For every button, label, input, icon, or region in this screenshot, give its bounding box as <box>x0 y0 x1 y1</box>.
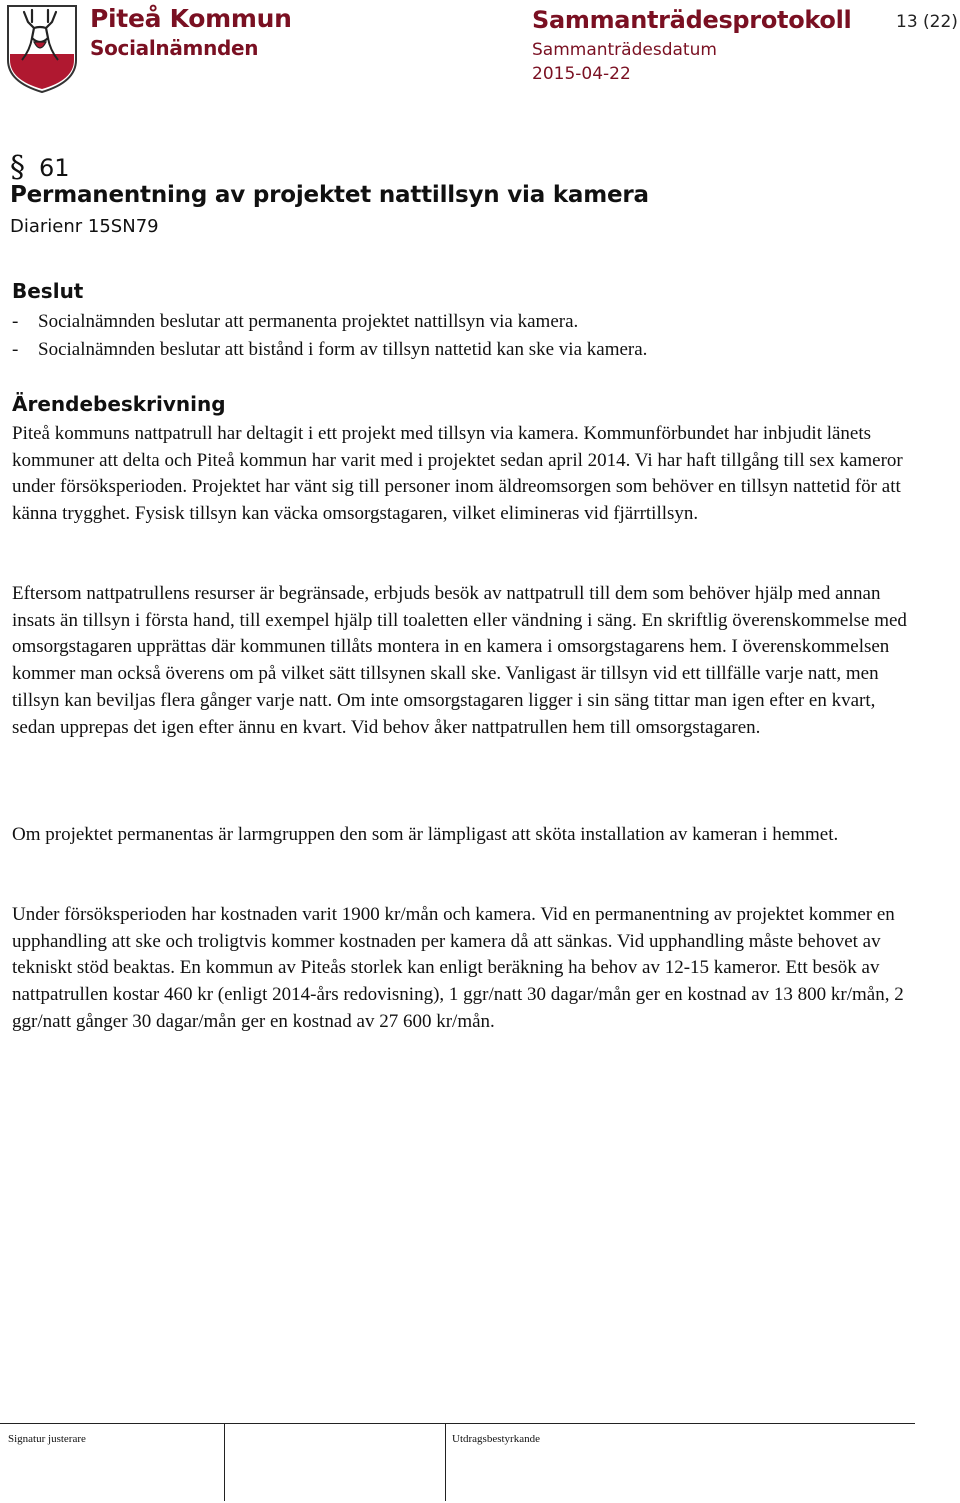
footer-divider <box>224 1424 225 1501</box>
footer-divider <box>445 1424 446 1501</box>
department-name: Socialnämnden <box>90 36 259 60</box>
page-number: 13 (22) <box>896 12 958 32</box>
description-paragraph: Om projektet permanentas är larmgruppen den som är lämpligast att sköta installation av kameran i hemmet. <box>12 824 839 845</box>
description-paragraph: Under försöksperioden har kostnaden varit 1900 kr/mån och kamera. Vid en permanentning av projektet kommer en upphandling att ske och troligtvis kommer kostnaden per kamera då att sänkas. Vid upphandling måste behovet av tekniskt stöd beaktas. En kommun av Piteås storlek kan enligt beräkning ha behov av 12-15 kameror. Ett besök av nattpatrullen kostar 460 kr (enligt 2014-års redovisning), 1 ggr/natt 30 dagar/mån ger en kostnad av 13 800 kr/mån, 2 ggr/natt gånger 30 dagar/mån ger en kostnad av 27 600 kr/mån. <box>12 904 904 1032</box>
signature-justerare-label: Signatur justerare <box>8 1433 86 1445</box>
decision-item-text: Socialnämnden beslutar att permanenta projektet nattillsyn via kamera. <box>38 311 579 332</box>
section-heading <box>10 150 70 185</box>
diarie-number: Diarienr 15SN79 <box>10 216 159 237</box>
description-paragraph: Eftersom nattpatrullens resurser är begränsade, erbjuds besök av nattpatrull till dem som behöver hjälp med annan insats än tillsyn i första hand, till exempel hjälp till toaletten eller vändning i säng. En skriftlig överenskommelse med omsorgstagaren upprättas där kommunen tillåts montera in en kamera i omsorgstagarens hem. I överenskommelsen kommer man också överens om på vilket sätt tillsynen skall ske. Vanligast är tillsyn vid ett tillfälle varje natt, men tillsyn kan beviljas flera gånger varje natt. Om inte omsorgstagaren ligger i sin säng tittar man igen efter en kvart, sedan upprepas det igen efter ännu en kvart. Vid behov åker nattpatrullen hem till omsorgstagaren. <box>12 583 907 738</box>
decision-item: - Socialnämnden beslutar att bistånd i form av tillsyn nattetid kan ske via kamera. <box>12 339 648 360</box>
footer-rule <box>0 1423 915 1424</box>
item-title: Permanentning av projektet nattillsyn via kamera <box>10 182 649 208</box>
arendebeskrivning-heading: Ärendebeskrivning <box>12 392 226 416</box>
pitea-coat-of-arms-logo <box>4 2 80 94</box>
utdragsbestyrkande-label: Utdragsbestyrkande <box>452 1433 540 1445</box>
meeting-date-label: Sammanträdesdatum <box>532 40 717 60</box>
description-paragraph: Piteå kommuns nattpatrull har deltagit i ett projekt med tillsyn via kamera. Kommunförbundet har inbjudit länets kommuner att delta och Piteå kommun har varit med i projektet sedan april 2014. Vi har haft tillgång till sex kameror under försöksperioden. Projektet har vänt sig till personer inom äldreomsorgen som behöver en tillsyn nattetid för att känna trygghet. Fysisk tillsyn kan väcka omsorgstagaren, vilket elimineras vid fjärrtillsyn. <box>12 423 903 525</box>
document-title: Sammanträdesprotokoll <box>532 6 852 34</box>
meeting-date-value: 2015-04-22 <box>532 64 631 84</box>
signature-footer <box>0 1423 915 1501</box>
decision-item-text: Socialnämnden beslutar att bistånd i form av tillsyn nattetid kan ske via kamera. <box>38 339 648 360</box>
decision-item: - Socialnämnden beslutar att permanenta projektet nattillsyn via kamera. <box>12 311 579 332</box>
organization-name: Piteå Kommun <box>90 4 292 33</box>
section-number: 61 <box>39 153 70 182</box>
beslut-heading: Beslut <box>12 279 84 303</box>
section-symbol: § <box>10 150 25 185</box>
